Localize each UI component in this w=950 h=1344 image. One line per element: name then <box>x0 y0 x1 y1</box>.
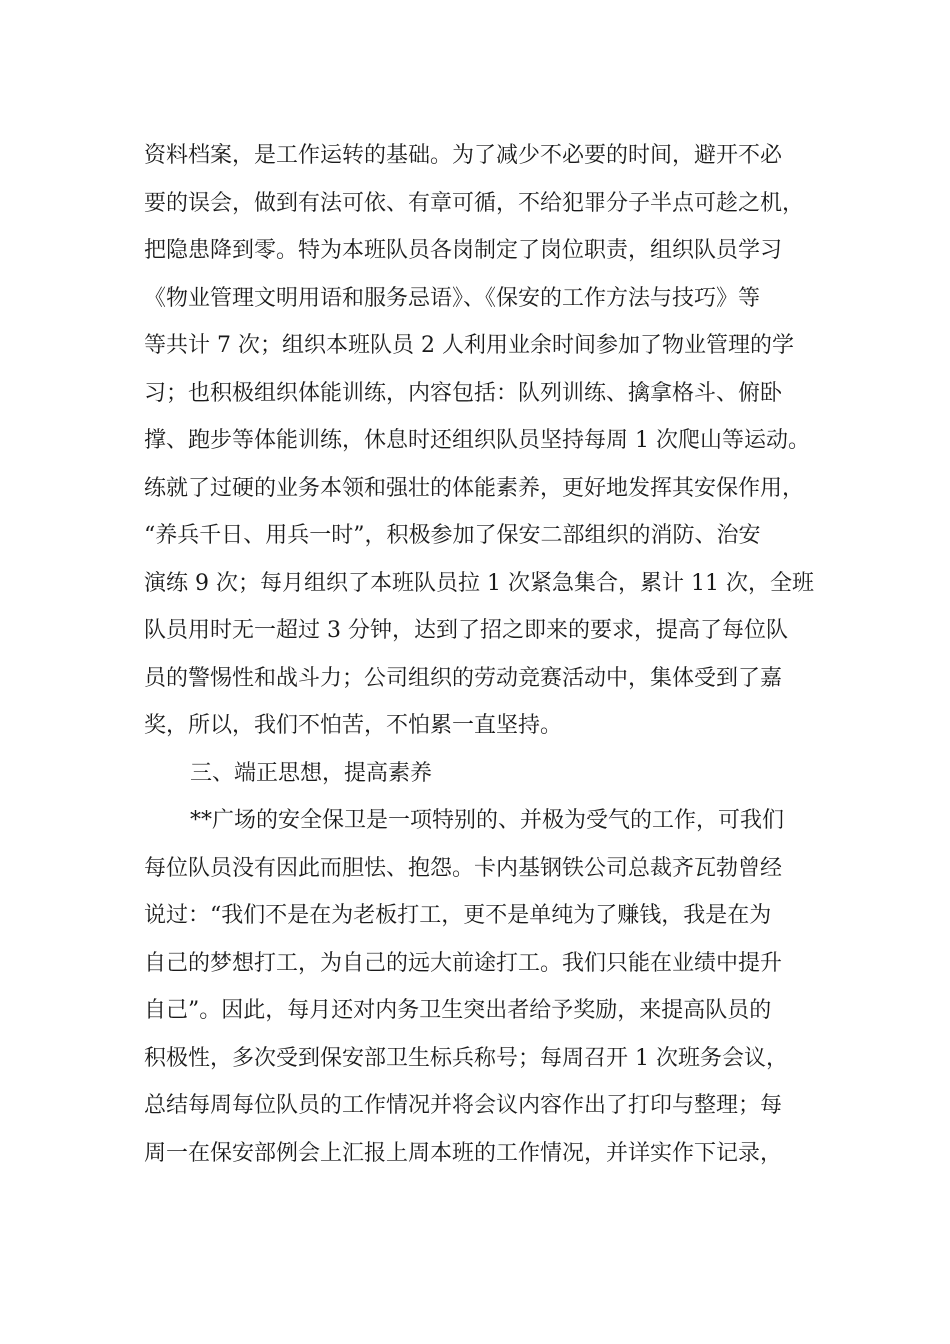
text-line: 奖，所以，我们不怕苦，不怕累一直坚持。 <box>144 713 563 738</box>
text-line: 把隐患降到零。特为本班队员各岗制定了岗位职责，组织队员学习 <box>144 238 783 263</box>
text-line: 撑、跑步等体能训练，休息时还组织队员坚持每周 1 次爬山等运动。 <box>144 428 810 453</box>
text-line: 习；也积极组织体能训练，内容包括：队列训练、擒拿格斗、俯卧 <box>144 380 783 406</box>
text-line: 周一在保安部例会上汇报上周本班的工作情况，并详实作下记录， <box>144 1140 783 1166</box>
text-line: 要的误会，做到有法可依、有章可循，不给犯罪分子半点可趁之机， <box>144 190 805 216</box>
text-line: 练就了过硬的业务本领和强壮的体能素养，更好地发挥其安保作用， <box>144 475 805 501</box>
text-line: 队员用时无一超过 3 分钟，达到了招之即来的要求，提高了每位队 <box>144 618 788 643</box>
text-line: 等共计 7 次；组织本班队员 2 人利用业余时间参加了物业管理的学 <box>144 333 794 358</box>
text-line: **广场的安全保卫是一项特别的、并极为受气的工作，可我们 <box>190 808 785 833</box>
text-line: 演练 9 次；每月组织了本班队员拉 1 次紧急集合，累计 11 次，全班 <box>144 570 814 596</box>
text-line: 总结每周每位队员的工作情况并将会议内容作出了打印与整理；每 <box>144 1093 783 1118</box>
text-line: “养兵千日、用兵一时”，积极参加了保安二部组织的消防、治安 <box>144 523 761 548</box>
text-line: 说过：“我们不是在为老板打工，更不是单纯为了赚钱，我是在为 <box>144 903 772 928</box>
text-line: 资料档案，是工作运转的基础。为了减少不必要的时间，避开不必 <box>144 143 783 168</box>
text-line: 自己”。因此，每月还对内务卫生突出者给予奖励，来提高队员的 <box>144 998 772 1023</box>
text-line: 积极性，多次受到保安部卫生标兵称号；每周召开 1 次班务会议， <box>144 1045 788 1071</box>
text-line: 自己的梦想打工，为自己的远大前途打工。我们只能在业绩中提升 <box>144 950 783 976</box>
text-line: 三、端正思想，提高素养 <box>190 760 433 786</box>
text-line: 每位队员没有因此而胆怯、抱怨。卡内基钢铁公司总裁齐瓦勃曾经 <box>144 855 783 881</box>
text-line: 《物业管理文明用语和服务忌语》、《保安的工作方法与技巧》等 <box>144 285 761 311</box>
text-line: 员的警惕性和战斗力；公司组织的劳动竞赛活动中，集体受到了嘉 <box>144 665 783 691</box>
document-body <box>144 132 824 1177</box>
